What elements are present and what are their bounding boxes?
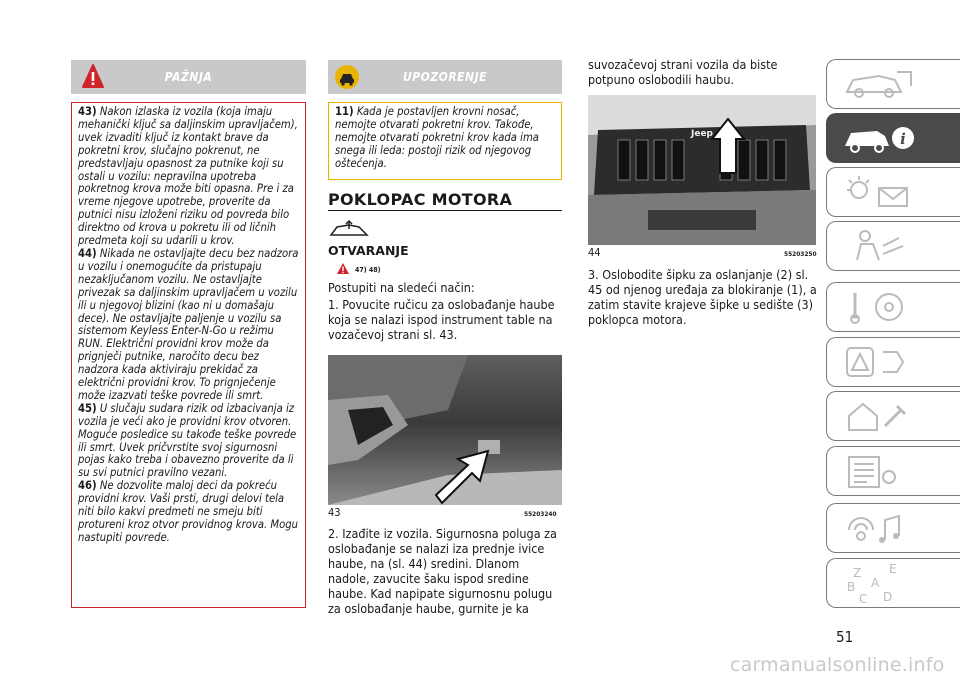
figure-44-image — [588, 95, 816, 245]
step-2-text: 2. Izađite iz vozila. Sigurnosna poluga za oslobađanje se nalazi iza prednje ivice haube, na (sl. 44) sredini. Dlanom nadole, zavucite šaku ispod sredine haube. Kad napipate sigurnosnu polugu za oslobađanje haube, gurnite je ka — [328, 526, 557, 616]
vehicle-info-icon — [839, 118, 919, 158]
tab-technical-data[interactable] — [826, 446, 960, 496]
warning-triangle-icon — [81, 63, 105, 89]
warning-block-middle — [328, 60, 562, 180]
section-divider — [328, 210, 562, 211]
multimedia-icon — [839, 508, 919, 548]
svg-text:Z: Z — [853, 566, 862, 580]
warning-paragraph: 44) Nikada ne ostavljajte decu bez nadzora u vozilu i onemogućite da pristupaju nezaključanom vozilu. Ne ostavljajte privezak sa daljinskim upravljačem u vozilu ili u njegovoj blizini (kao ni u domašaju dece). Ne ostavljajte paljenje u vozilu sa sistemom Keyless Enter-N-Go u režimu RUN. Električni providni krov može da prignječi putnike, naročito decu bez nadzora kada aktiviraju prekidač za električni providni krov. To prignječenje može izazvati teške povrede ili smrt. — [78, 246, 299, 402]
warning-ref-icon — [336, 262, 350, 275]
driving-icon — [839, 287, 919, 327]
warning-header-label: PAŽNJA — [164, 70, 213, 84]
svg-text:i: i — [900, 130, 906, 148]
subsection-title: OTVARANJE — [328, 243, 409, 258]
figure-43-code: 55203240 — [524, 510, 557, 518]
jeep-badge: Jeep — [691, 129, 713, 139]
warning-triangle-icon — [839, 342, 919, 382]
figure-44-number: 44 — [588, 246, 601, 259]
step-3-text: 3. Oslobodite šipku za oslanjanje (2) sl. 45 od njenog uređaja za blokiranje (1), a zatim stavite krajeve šipke u sedište (3) poklopca motora. — [588, 267, 817, 327]
warning-paragraph: 45) U slučaju sudara rizik od izbacivanja iz vozila je veći ako je providni krov otvoren. Moguće posledice su takođe teške povrede ili smrt. Uvek pričvrstite svoj sigurnosni pojas kako treba i obavezno proverite da li su svi putnici pravilno vezani. — [78, 401, 297, 480]
figure-43-image — [328, 355, 562, 505]
warning-block-left — [71, 60, 306, 608]
caution-header-label: UPOZORENJE — [403, 70, 487, 84]
svg-text:D: D — [883, 590, 893, 604]
service-icon — [839, 396, 919, 436]
tab-lights[interactable] — [826, 167, 960, 217]
caution-paragraph: 11) Kada je postavljen krovni nosač, nemojte otvarati pokretni krov. Takođe, nemojte otvarati pokretni krov kada ima snega ili leda: postoji rizik od njegovog oštećenja. — [335, 105, 539, 170]
safety-icon — [839, 226, 919, 266]
tab-dashboard[interactable] — [826, 59, 960, 109]
continued-text: suvozačevoj strani vozila da biste potpuno oslobodili haubu. — [588, 57, 778, 87]
figure-43-number: 43 — [328, 506, 341, 519]
technical-data-icon — [839, 451, 919, 491]
section-title: POKLOPAC MOTORA — [328, 190, 513, 209]
tab-service[interactable] — [826, 391, 960, 441]
svg-text:B: B — [847, 580, 856, 594]
tab-emergency[interactable] — [826, 337, 960, 387]
warning-paragraph: 43) Nakon izlaska iz vozila (koja imaju mehanički ključ sa daljinskim upravljačem), uvek izvaditi ključ iz kontakt brave da pokretni krov, slučajno pokrenut, ne predstavljaju opasnost za putnike koji su ostali u vozilu: nepravilna upotreba pokretnog krova može biti opasna. Pre i za vreme njegove upotrebe, proverite da putnici nisu izloženi riziku od povreda bilo direktno od krova u pokretu ili od ličnih predmeta koji su udarili u krov. — [78, 105, 298, 248]
warning-body — [71, 102, 306, 608]
vehicle-caution-icon — [334, 64, 360, 90]
tab-safety[interactable] — [826, 221, 960, 271]
caution-header — [328, 60, 562, 94]
caution-body — [328, 102, 562, 180]
svg-text:E: E — [889, 563, 897, 576]
intro-text: Postupiti na sledeći način: — [328, 280, 475, 295]
dashboard-icon — [839, 64, 919, 104]
warning-paragraph: 46) Ne dozvolite maloj deci da pokreću providni krov. Vaši prsti, drugi delovi tela niti bilo kakvi predmeti ne smeju biti protureni kroz otvor providnog krova. Mogu nastupiti povrede. — [78, 479, 299, 544]
tab-multimedia[interactable] — [826, 503, 960, 553]
hood-icon — [329, 219, 369, 239]
svg-text:A: A — [871, 576, 880, 590]
step-1-text: 1. Povucite ručicu za oslobađanje haube koja se nalazi ispod instrument table na vozačevoj strani sl. 43. — [328, 297, 555, 342]
watermark: carmanualsonline.info — [730, 654, 945, 676]
svg-text:C: C — [859, 592, 868, 605]
page-number: 51 — [836, 628, 854, 646]
tab-driving[interactable] — [826, 282, 960, 332]
warning-references: 47) 48) — [355, 266, 381, 274]
tab-index[interactable] — [826, 558, 960, 608]
lights-icon — [839, 172, 919, 212]
tab-vehicle-info[interactable] — [826, 113, 960, 163]
warning-header — [71, 60, 306, 94]
index-icon — [839, 563, 919, 605]
figure-44-code: 55203250 — [784, 250, 817, 258]
